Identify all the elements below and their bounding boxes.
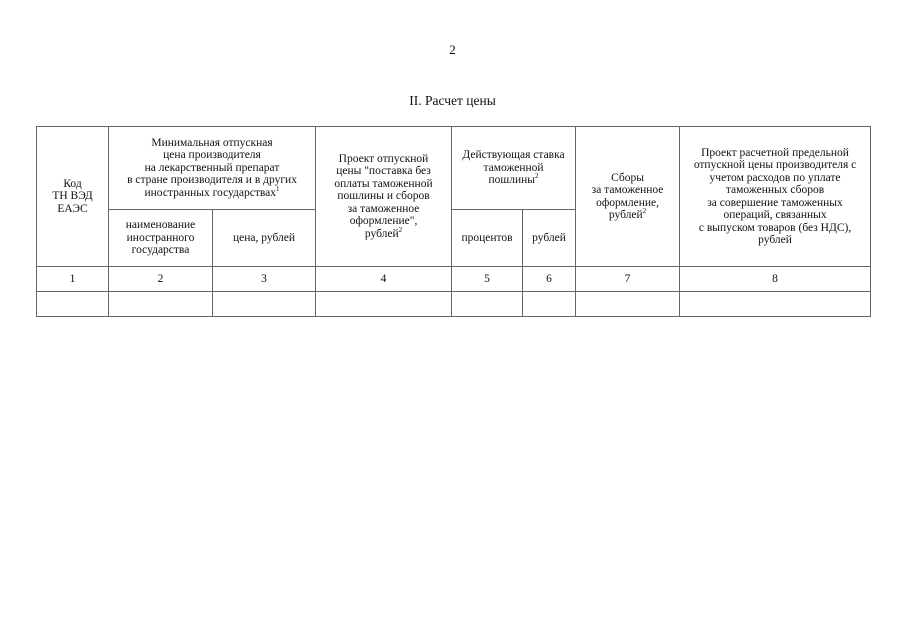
page-number: 2 [449,42,456,57]
section-title: II. Расчет цены [409,93,496,108]
empty-cell [213,292,316,317]
empty-cell [37,292,109,317]
footnote-marker: 2 [642,207,647,216]
header-min-price-text: Минимальная отпускная цена производителя на лекарственный препарат в стране производителя и в других иностранных государствах$^1$ [127,136,297,199]
column-number-row [37,267,871,292]
column-number: 1 [37,267,109,292]
empty-cell [316,292,452,317]
header-draft-price: Проект отпускной цены "поставка без оплаты таможенной пошлины и сборов за таможенное оформление", рублей$^2$ [316,127,452,267]
footnote-marker: 2 [398,225,403,234]
header-max-price: Проект расчетной предельной отпускной цены производителя с учетом расходов по уплате таможенных сборов за совершение таможенных операций, связанных с выпуском товаров (без НДС), рублей [680,127,871,267]
header-price-rubles: цена, рублей [213,210,316,267]
footnote-marker: 2 [535,172,539,181]
empty-cell [576,292,680,317]
empty-cell [109,292,213,317]
empty-cell [680,292,871,317]
price-calculation-table [36,126,871,317]
header-duty-rate-group: Действующая ставка таможенной пошлины$^2$ [452,127,576,210]
empty-cell [523,292,576,317]
header-percent: процентов [452,210,523,267]
header-country-name: наименование иностранного государства [109,210,213,267]
column-number: 5 [452,267,523,292]
column-number: 2 [109,267,213,292]
column-number: 3 [213,267,316,292]
header-hs-code: Код ТН ВЭД ЕАЭС [37,127,109,267]
table-row [37,292,871,317]
column-number: 4 [316,267,452,292]
header-min-price-group [109,127,316,210]
column-number: 8 [680,267,871,292]
header-rubles: рублей [523,210,576,267]
footnote-marker: 1 [276,184,280,193]
column-number: 7 [576,267,680,292]
empty-cell [452,292,523,317]
header-customs-fees: Сборы за таможенное оформление, рублей$^2$ [576,127,680,267]
column-number: 6 [523,267,576,292]
